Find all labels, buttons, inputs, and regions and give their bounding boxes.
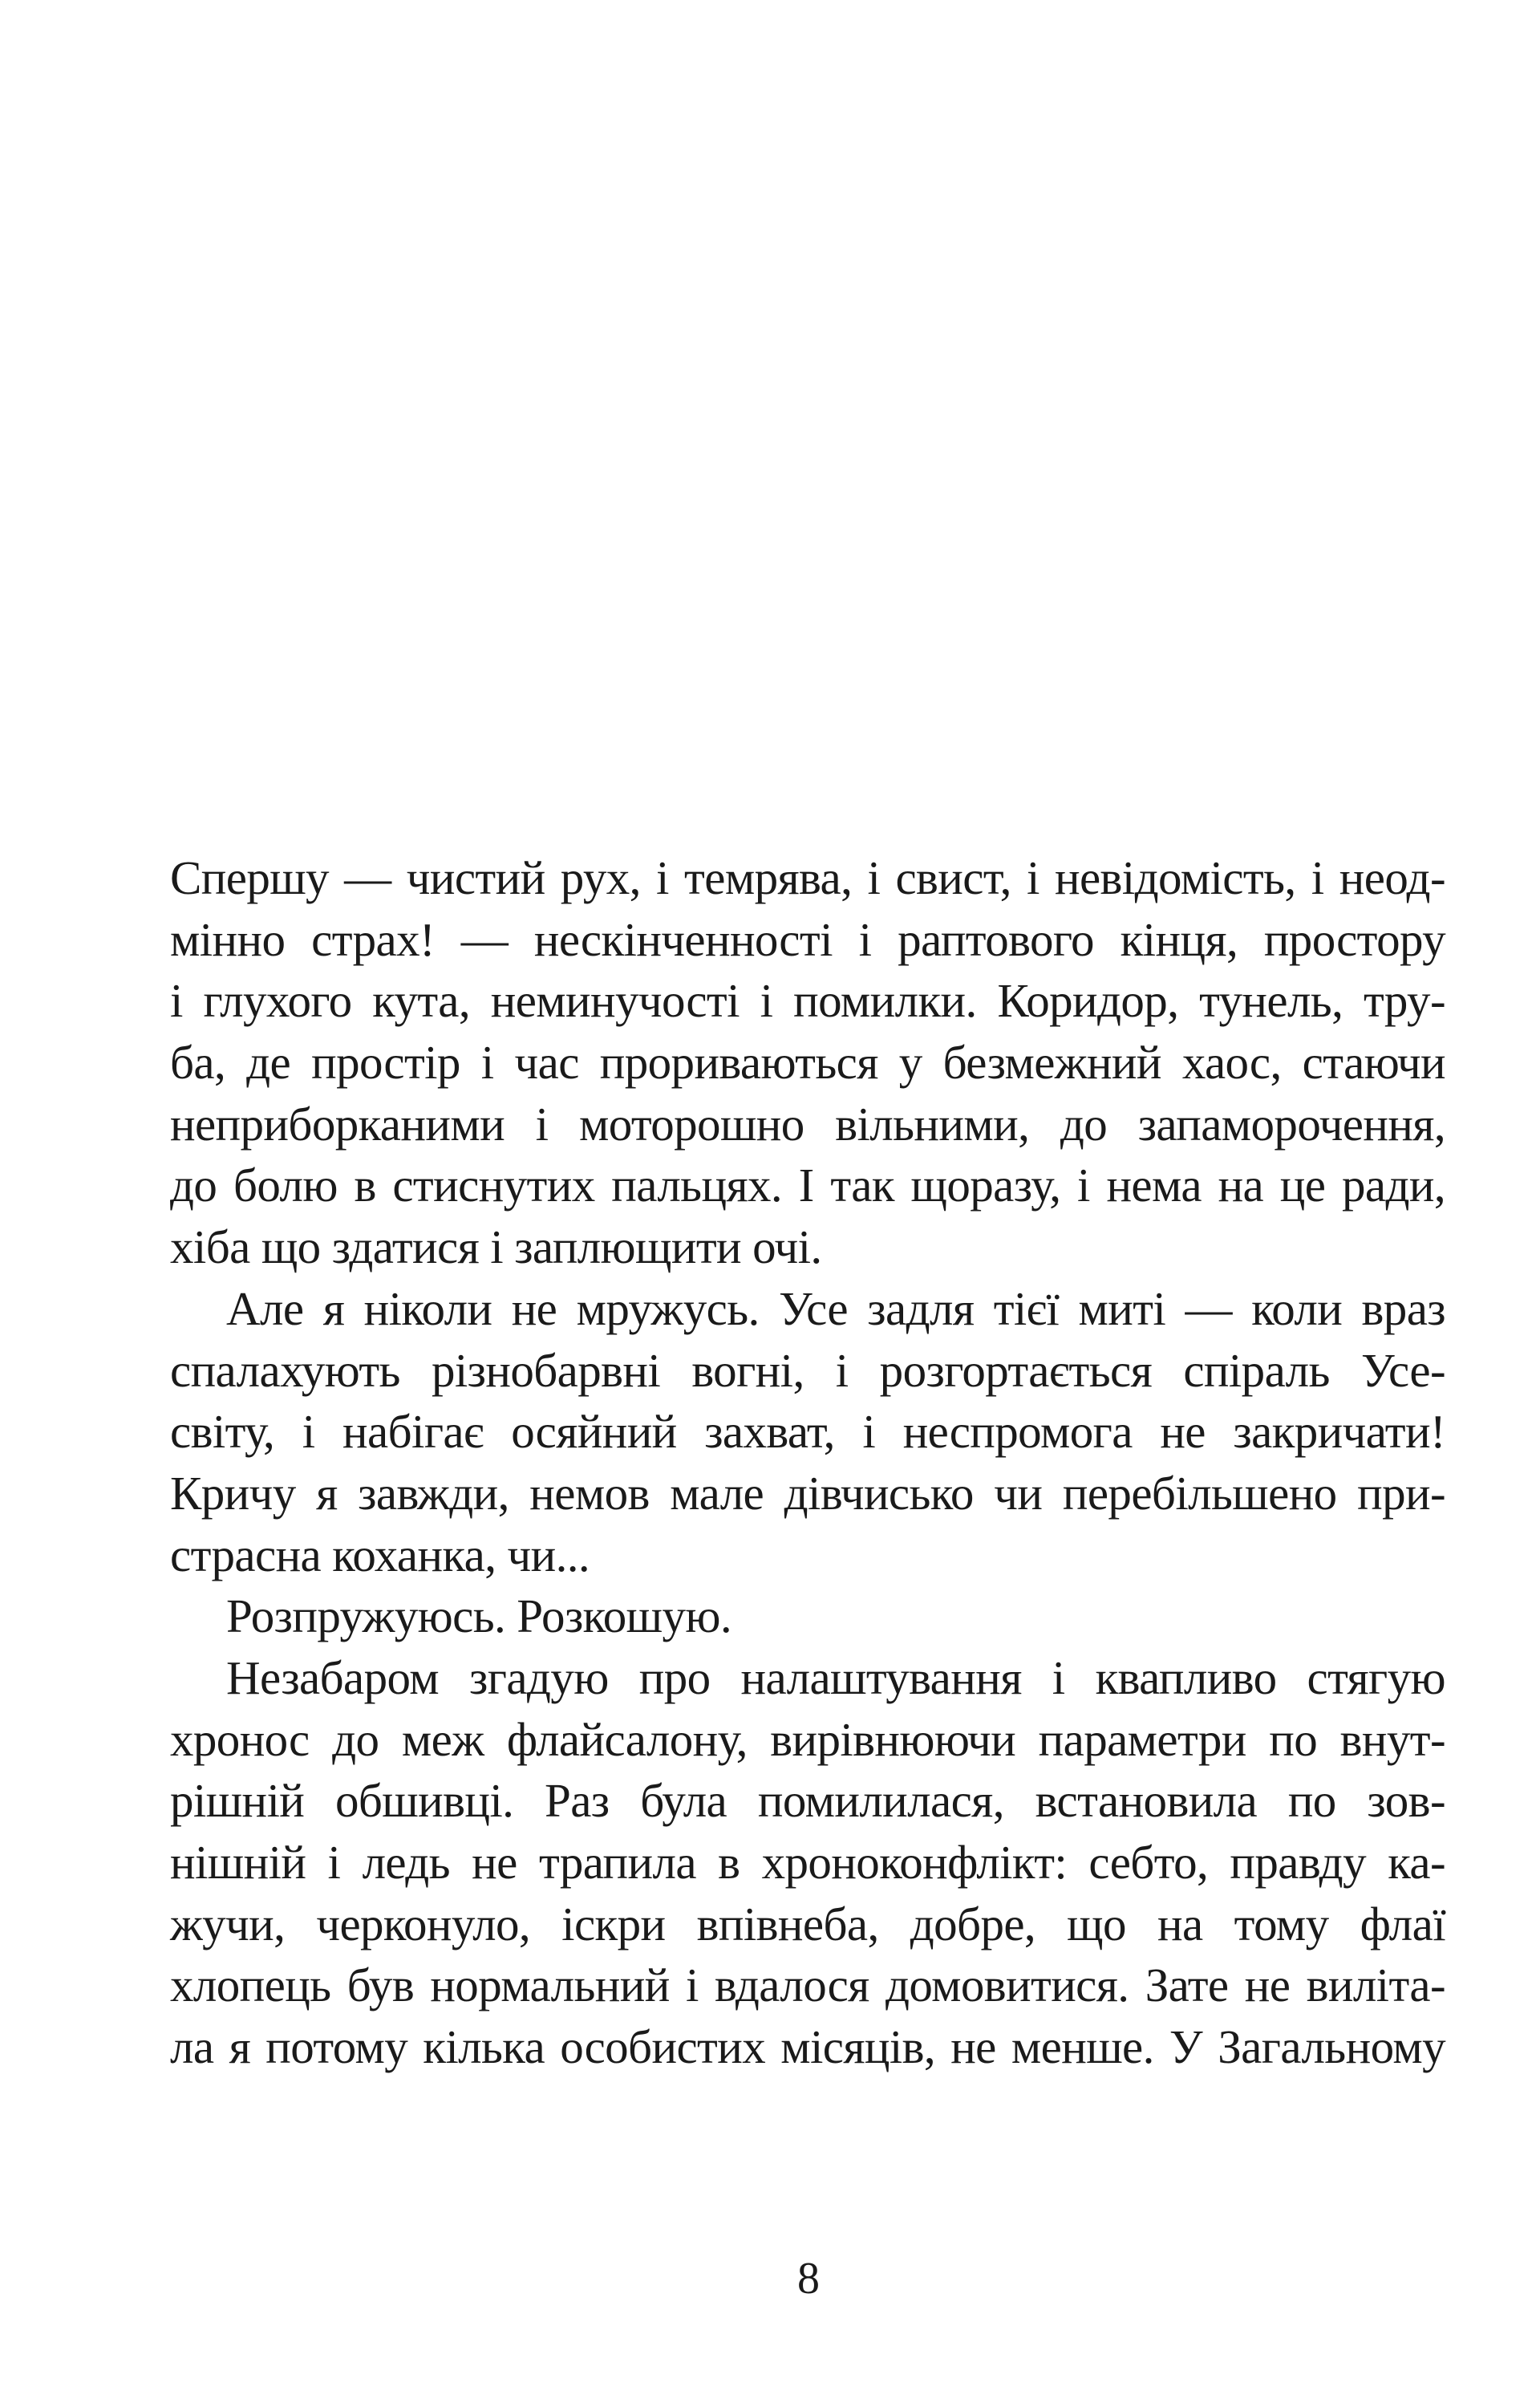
- text-line: світу, і набігає осяйний захват, і неспромога не закричати!: [170, 1405, 1445, 1459]
- text-line: Але я ніколи не мружусь. Усе задля тієї миті — коли враз: [226, 1281, 1445, 1335]
- text-line: ба, де простір і час прориваються у безмежний хаос, стаючи: [170, 1036, 1445, 1090]
- paragraph: [170, 1647, 1445, 2078]
- text-line: спалахують різнобарвні вогні, і розгортається спіраль Усе-: [170, 1343, 1445, 1397]
- text-line: хлопець був нормальний і вдалося домовитися. Зате не виліта-: [170, 1959, 1445, 2012]
- text-line: неприборканими і моторошно вільними, до запаморочення,: [170, 1097, 1445, 1151]
- text-line: Незабаром згадую про налаштування і квапливо стягую: [226, 1650, 1445, 1704]
- text-line: хронос до меж флайсалону, вирівнюючи параметри по внут-: [170, 1712, 1445, 1766]
- text-line: Спершу — чистий рух, і темрява, і свист, і невідомість, і неод-: [170, 851, 1445, 904]
- text-line: мінно страх! — нескінченності і раптового кінця, простору: [170, 912, 1445, 966]
- text-line: до болю в стиснутих пальцях. І так щоразу, і нема на це ради,: [170, 1159, 1445, 1212]
- text-line: нішній і ледь не трапила в хроноконфлікт: себто, правду ка-: [170, 1836, 1445, 1889]
- page-number: 8: [797, 2254, 820, 2304]
- text-line: Кричу я завжди, немов мале дівчисько чи перебільшено при-: [170, 1466, 1445, 1520]
- body-text: [170, 847, 1445, 2078]
- text-line: і глухого кута, неминучості і помилки. Коридор, тунель, тру-: [170, 974, 1445, 1028]
- paragraph: [170, 1278, 1445, 1585]
- text-line: хіба що здатися і заплющити очі.: [170, 1220, 822, 1274]
- text-line: ла я потому кілька особистих місяців, не менше. У Загальному: [170, 2020, 1445, 2074]
- text-line: рішній обшивці. Раз була помилилася, встановила по зов-: [170, 1774, 1445, 1828]
- text-line: жучи, черконуло, іскри впівнеба, добре, що на тому флаї: [170, 1897, 1445, 1950]
- text-line: страсна коханка, чи...: [170, 1528, 590, 1581]
- paragraph: [170, 1585, 1445, 1647]
- text-line: Розпружуюсь. Розкошую.: [226, 1589, 732, 1643]
- paragraph: [170, 847, 1445, 1278]
